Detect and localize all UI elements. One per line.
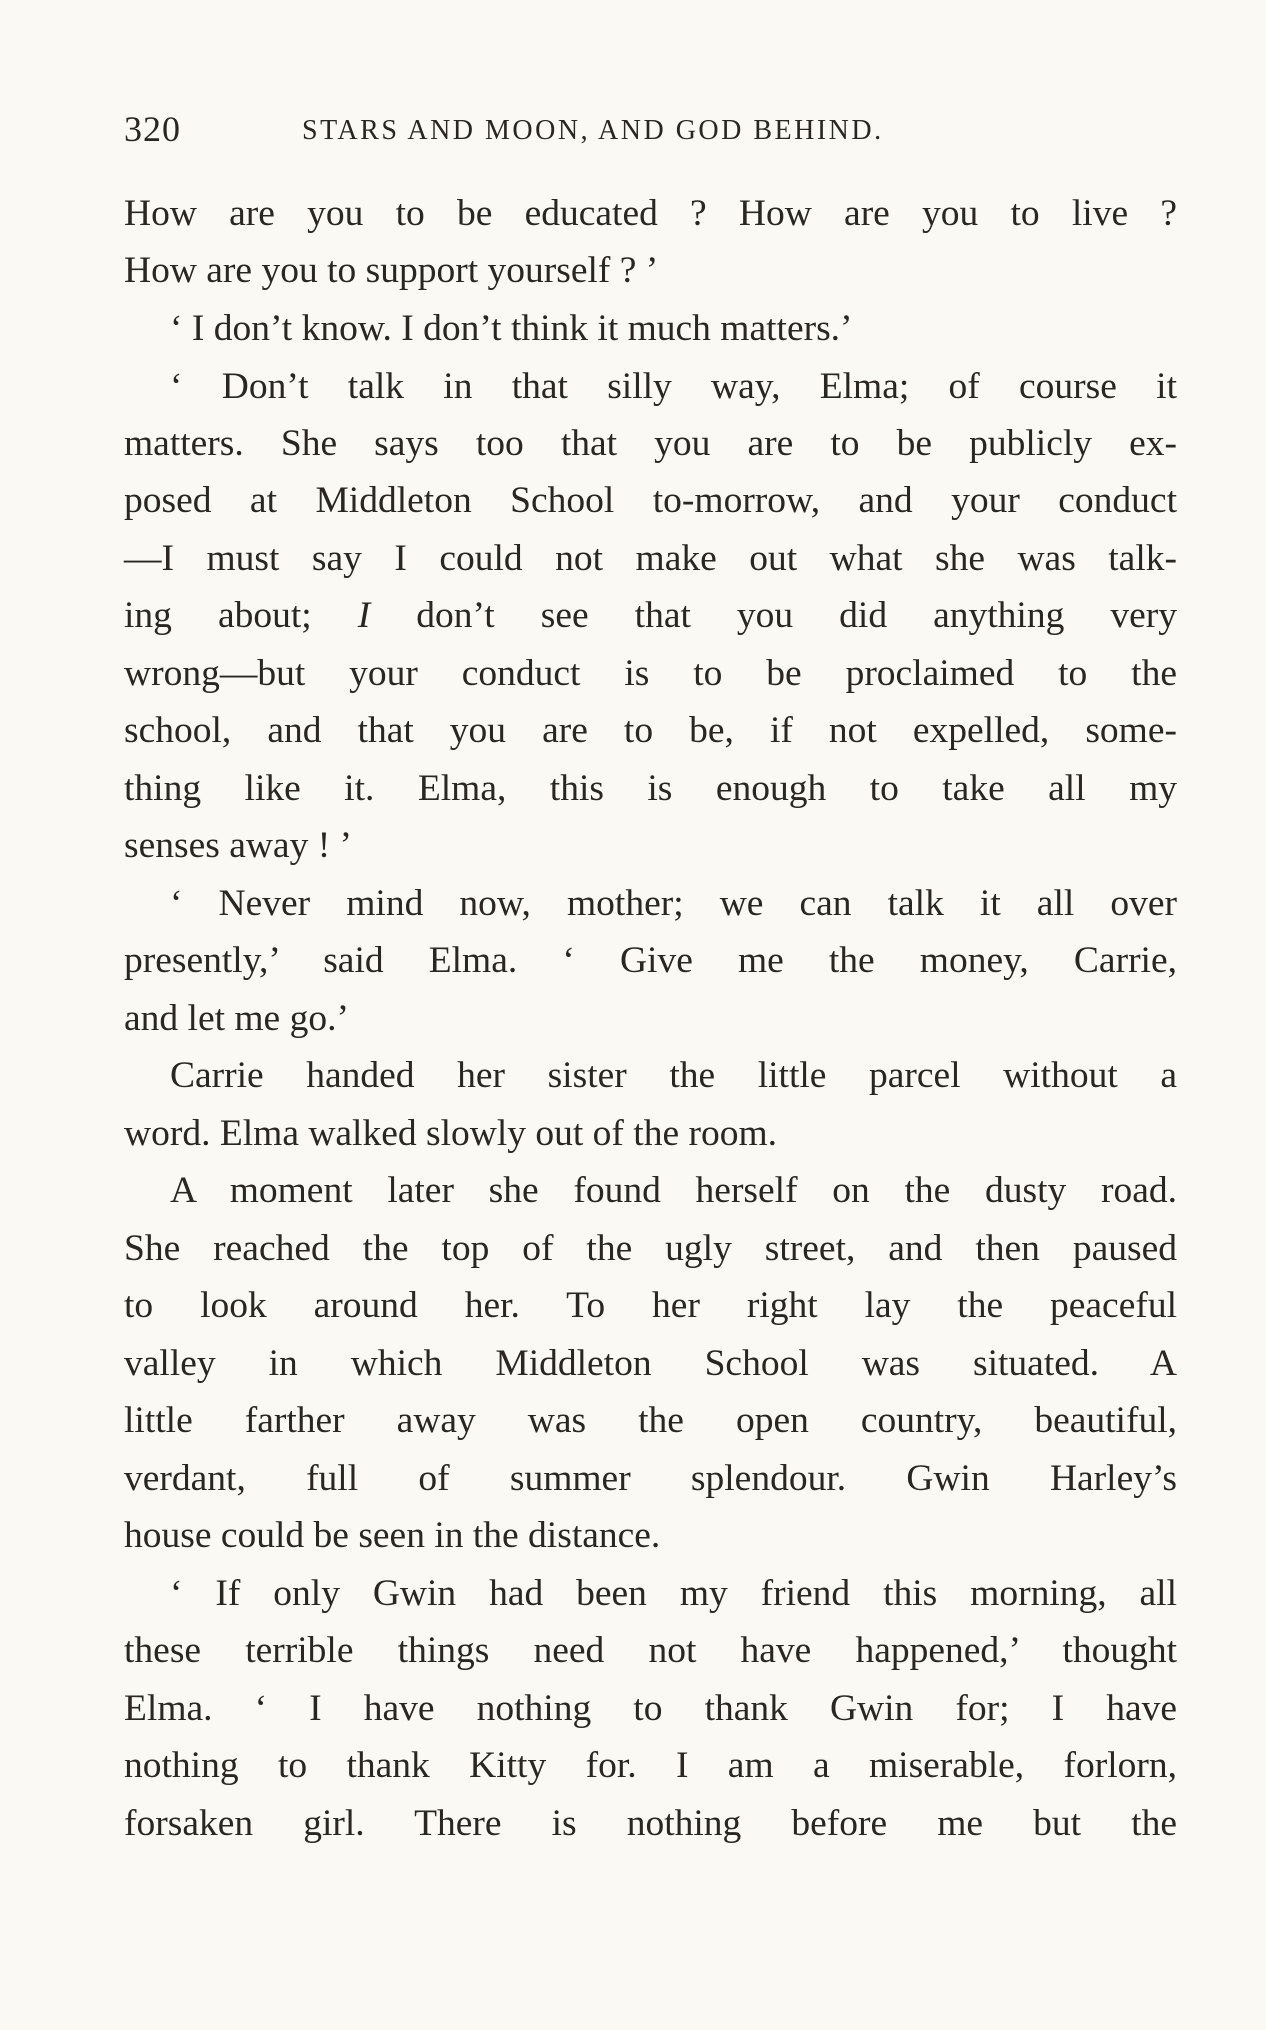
- text-line: these terrible things need not have happened,’ thought: [124, 1630, 1177, 1671]
- running-title: STARS AND MOON, AND GOD BEHIND.: [302, 115, 884, 146]
- text-line: wrong—but your conduct is to be proclaimed to the: [124, 653, 1177, 694]
- text-line: to look around her. To her right lay the peaceful: [124, 1285, 1177, 1326]
- text-segment: don’t see that you did anything very: [416, 595, 1178, 636]
- text-line: valley in which Middleton School was situated. A: [124, 1343, 1177, 1384]
- text-line: ‘ Never mind now, mother; we can talk it all over: [170, 883, 1177, 924]
- text-segment: ing about;: [124, 595, 312, 636]
- text-line: verdant, full of summer splendour. Gwin Harley’s: [124, 1458, 1177, 1499]
- text-line: and let me go.’: [124, 998, 349, 1039]
- page-number: 320: [124, 109, 181, 149]
- text-line: school, and that you are to be, if not expelled, some-: [124, 710, 1177, 751]
- text-line: senses away ! ’: [124, 825, 353, 866]
- text-line: nothing to thank Kitty for. I am a miserable, forlorn,: [124, 1745, 1177, 1786]
- text-line: Elma. ‘ I have nothing to thank Gwin for; I have: [124, 1688, 1177, 1729]
- text-line: thing like it. Elma, this is enough to take all my: [124, 768, 1177, 809]
- text-line: matters. She says too that you are to be publicly ex-: [124, 423, 1177, 464]
- text-line: She reached the top of the ugly street, and then paused: [124, 1228, 1177, 1269]
- italic-text: I: [357, 595, 371, 636]
- text-line: ‘ Don’t talk in that silly way, Elma; of course it: [170, 366, 1177, 407]
- text-line: little farther away was the open country, beautiful,: [124, 1400, 1177, 1441]
- text-line: —I must say I could not make out what she was talk-: [124, 538, 1177, 579]
- page-header: [124, 104, 1184, 154]
- text-line: How are you to support yourself ? ’: [124, 250, 659, 291]
- text-line: word. Elma walked slowly out of the room.: [124, 1113, 778, 1154]
- text-line: How are you to be educated ? How are you to live ?: [124, 193, 1177, 234]
- text-line: A moment later she found herself on the dusty road.: [170, 1170, 1177, 1211]
- text-line: house could be seen in the distance.: [124, 1515, 661, 1556]
- text-line: presently,’ said Elma. ‘ Give me the money, Carrie,: [124, 940, 1177, 981]
- text-line-mixed: [124, 588, 1177, 644]
- text-line: forsaken girl. There is nothing before me but the: [124, 1803, 1177, 1844]
- text-line: posed at Middleton School to-morrow, and your conduct: [124, 480, 1177, 521]
- text-line: Carrie handed her sister the little parcel without a: [170, 1055, 1177, 1096]
- text-line: ‘ If only Gwin had been my friend this morning, all: [170, 1573, 1177, 1614]
- text-line: ‘ I don’t know. I don’t think it much matters.’: [170, 308, 853, 349]
